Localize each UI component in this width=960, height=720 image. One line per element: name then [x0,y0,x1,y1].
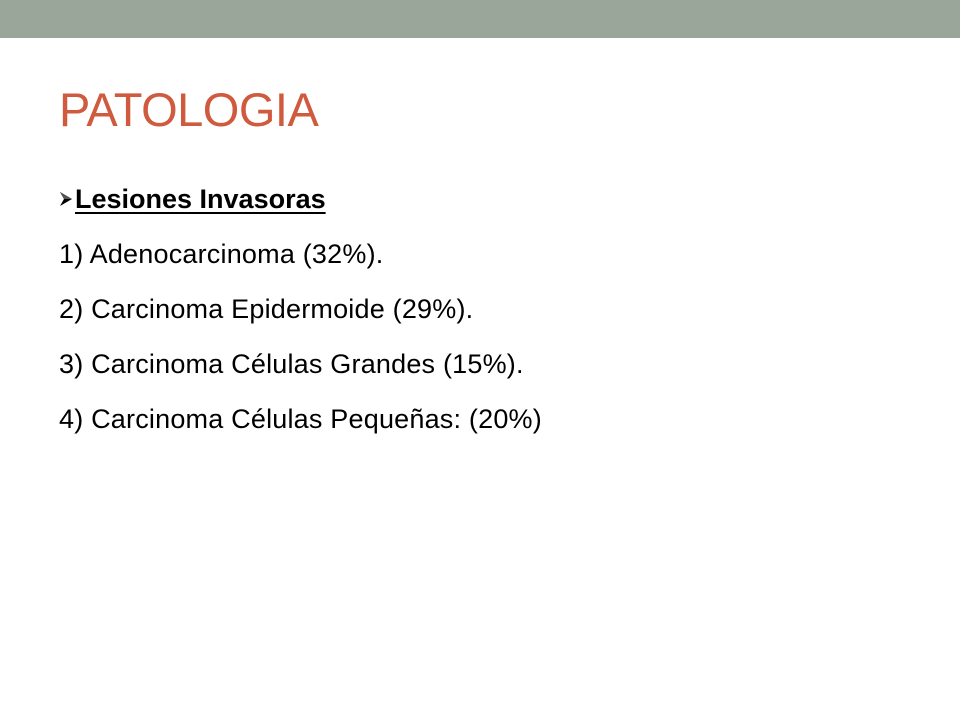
lesion-list [59,227,919,447]
slide-title: PATOLOGIA [59,83,319,136]
list-item: 3) Carcinoma Células Grandes (15%). [59,349,524,379]
slide-top-bar [0,0,960,38]
list-item: 2) Carcinoma Epidermoide (29%). [59,294,474,324]
slide-content [59,172,919,447]
bullet-heading [59,172,919,227]
list-item: 1) Adenocarcinoma (32%). [59,239,384,269]
list-item: 4) Carcinoma Células Pequeñas: (20%) [59,404,542,434]
arrowhead-bullet-icon [59,191,73,207]
bullet-heading-text: Lesiones Invasoras [75,184,326,214]
